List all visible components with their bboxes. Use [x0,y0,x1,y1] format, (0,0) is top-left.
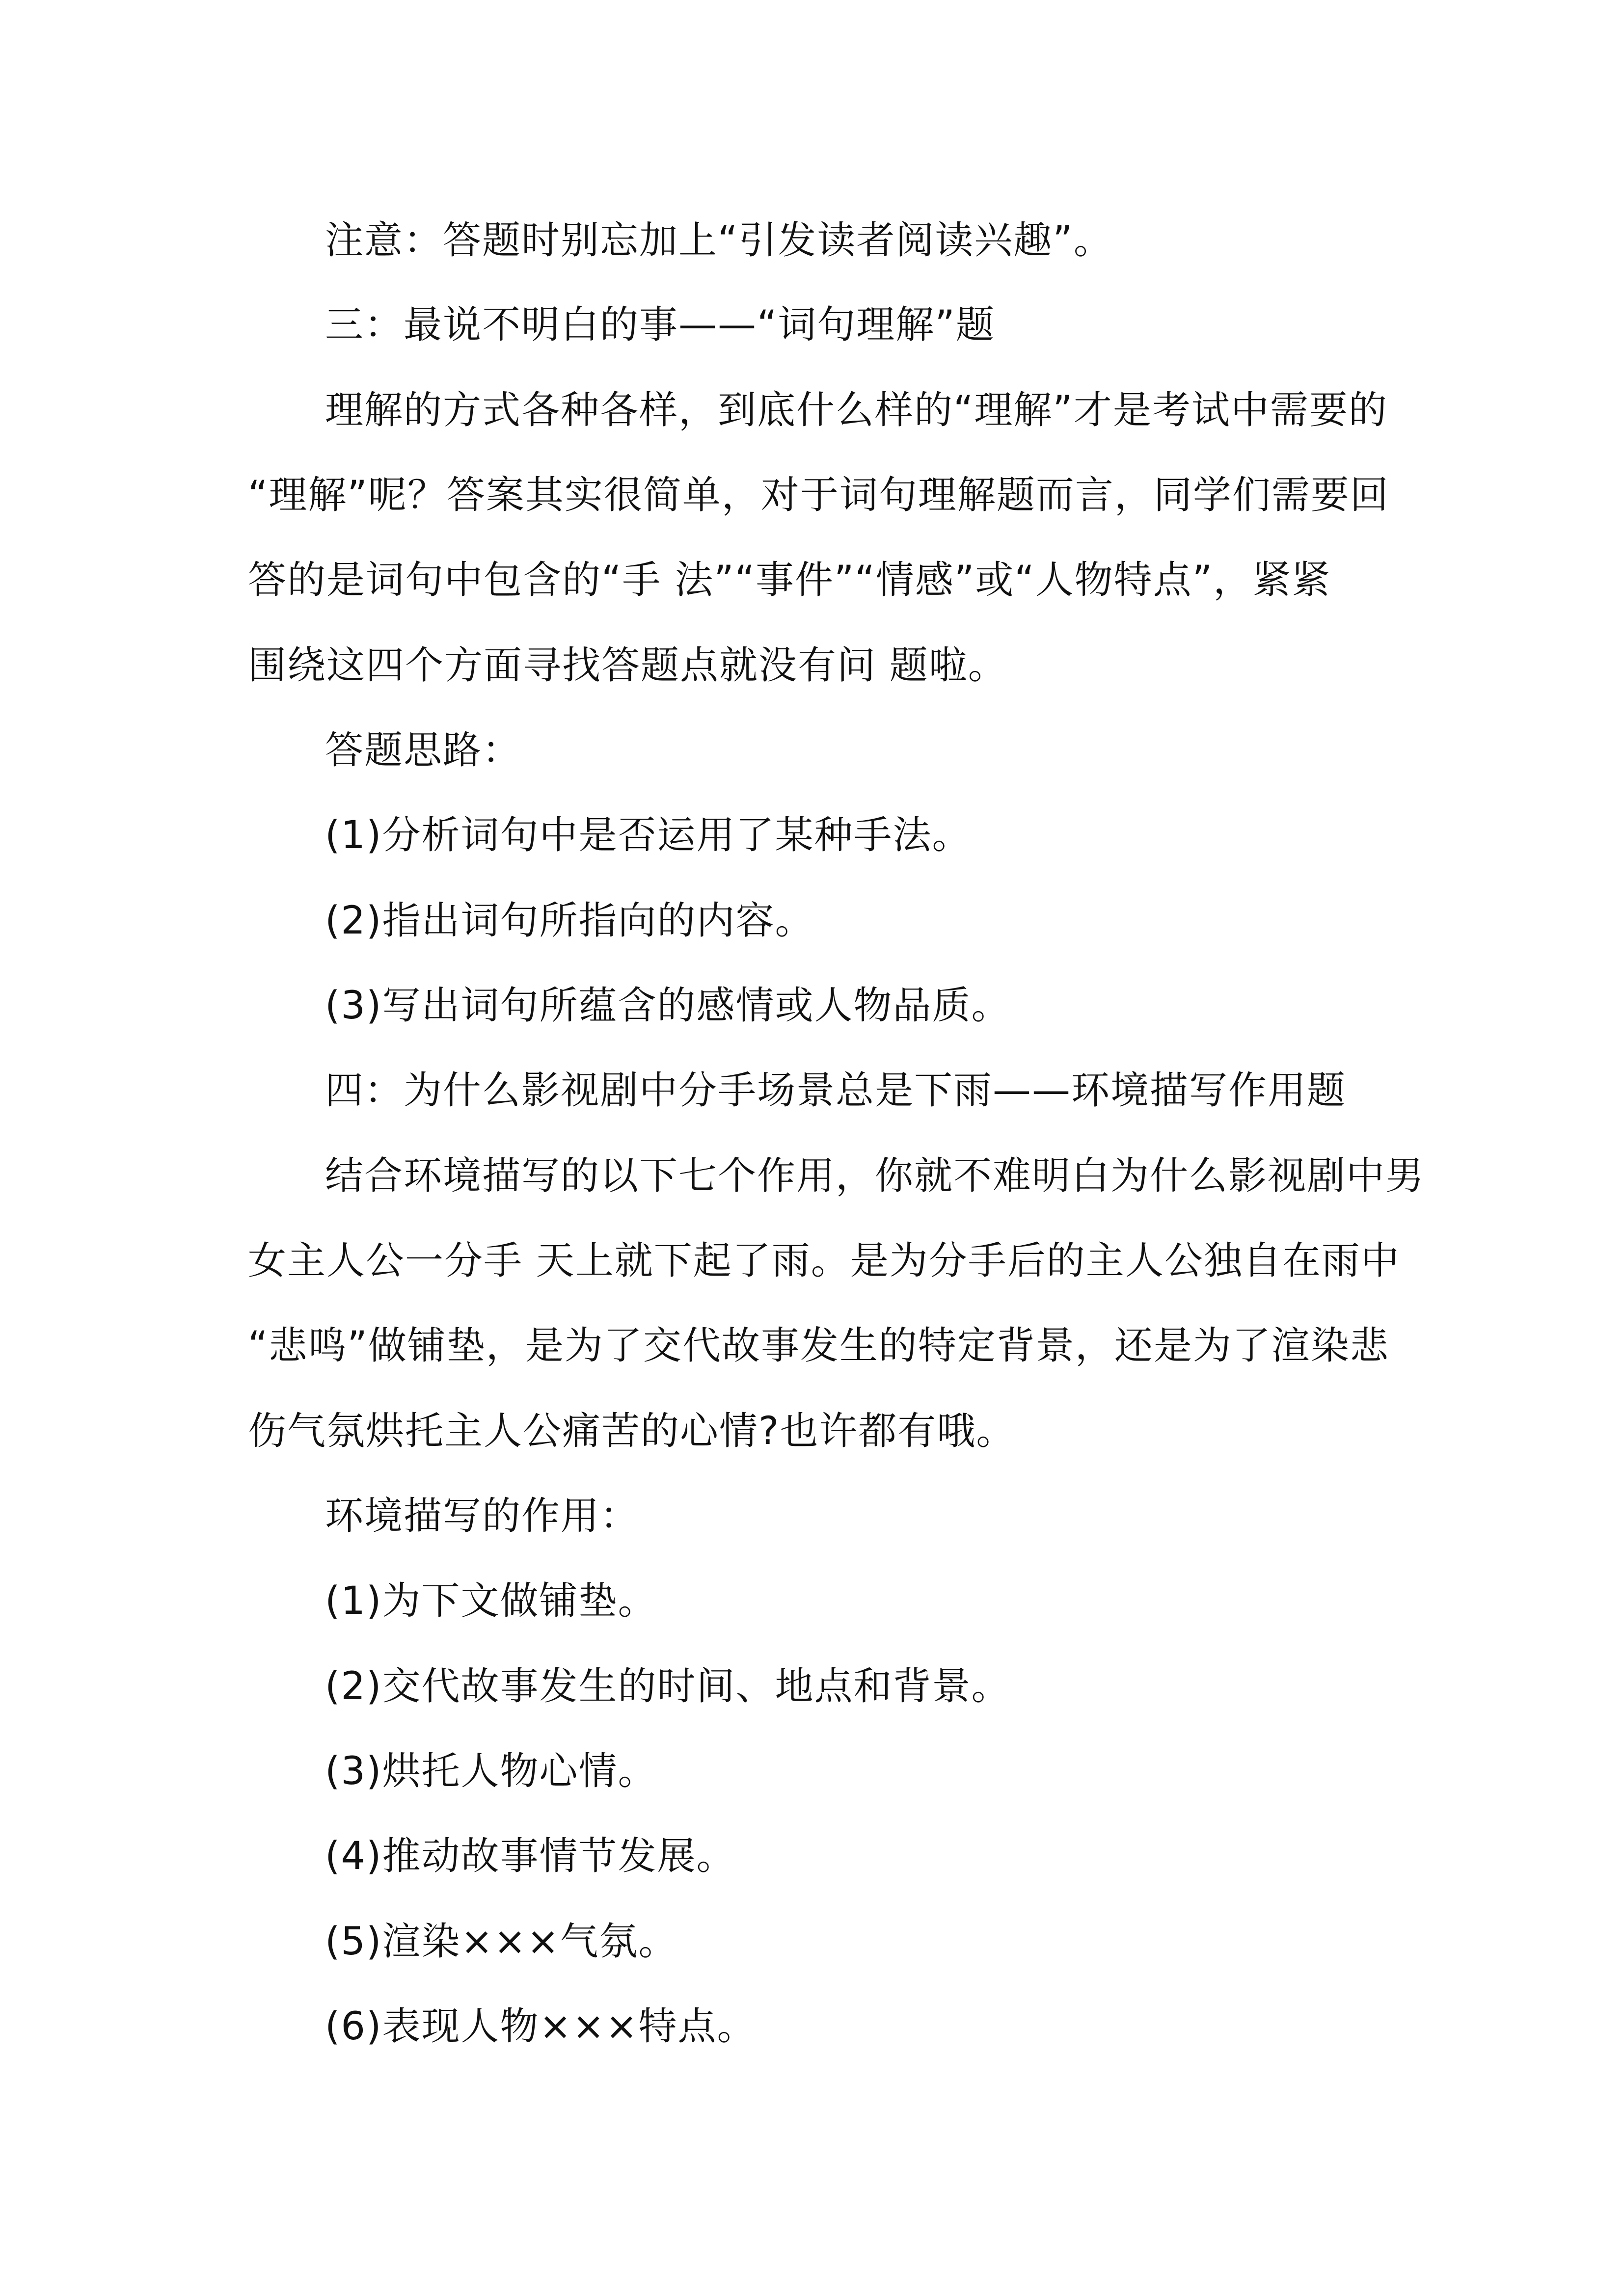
paragraph-line: 伤气氛烘托主人公痛苦的心情?也许都有哦。 [248,1409,1016,1453]
list-item: (1)分析词句中是否运用了某种手法。 [325,813,972,857]
paragraph-line: “悲鸣”做铺垫，是为了交代故事发生的特定背景，还是为了渲染悲 [248,1324,1389,1368]
list-item: (2)交代故事发生的时间、地点和背景。 [325,1664,1011,1709]
section-heading-four: 四：为什么影视剧中分手场景总是下雨——环境描写作用题 [325,1068,1347,1113]
list-item: (4)推动故事情节发展。 [325,1834,736,1878]
subheading-answer-ideas: 答题思路： [325,728,522,773]
paragraph-line: 理解的方式各种各样，到底什么样的“理解”才是考试中需要的 [325,388,1388,432]
list-item: (5)渲染×××气氛。 [325,1920,678,1964]
section-heading-three: 三：最说不明白的事——“词句理解”题 [325,303,995,347]
paragraph-line: “理解”呢？答案其实很简单，对于词句理解题而言，同学们需要回 [248,473,1389,517]
list-item: (3)烘托人物心情。 [325,1749,657,1793]
text-line-note: 注意：答题时别忘加上“引发读者阅读兴趣”。 [325,218,1113,263]
subheading-environment-functions: 环境描写的作用： [325,1494,640,1538]
paragraph-line: 女主人公一分手 天上就下起了雨。是为分手后的主人公独自在雨中 [248,1239,1400,1283]
paragraph-line: 围绕这四个方面寻找答题点就没有问 题啦。 [248,643,1007,688]
list-item: (2)指出词句所指向的内容。 [325,899,814,943]
paragraph-line: 答的是词句中包含的“手 法”“事件”“情感”或“人物特点”，紧紧 [248,558,1331,602]
paragraph-line: 结合环境描写的以下七个作用，你就不难明白为什么影视剧中男 [325,1154,1425,1198]
list-item: (3)写出词句所蕴含的感情或人物品质。 [325,984,1011,1028]
list-item: (1)为下文做铺垫。 [325,1579,657,1623]
list-item: (6)表现人物×××特点。 [325,2004,757,2049]
